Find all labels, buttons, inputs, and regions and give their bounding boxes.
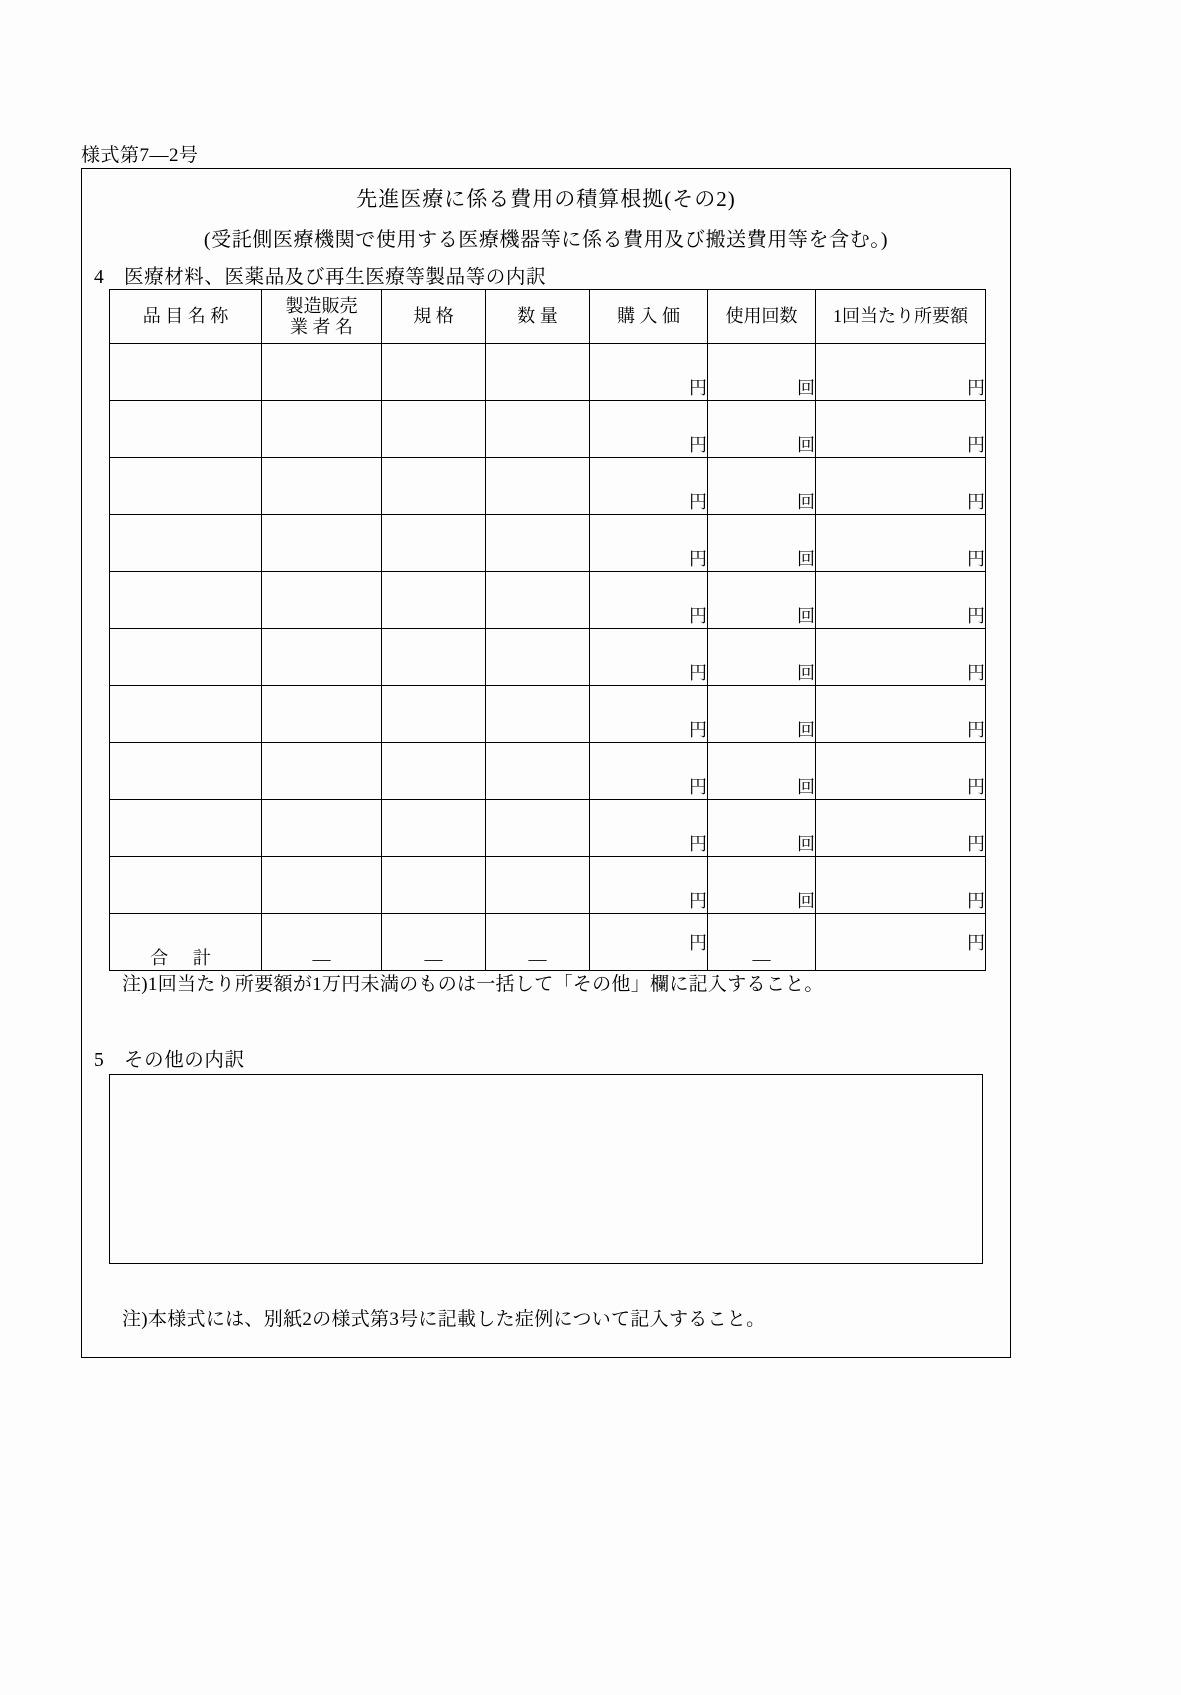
- section-4-heading: [94, 261, 546, 289]
- cell-quantity[interactable]: [486, 344, 590, 401]
- column-header-quantity-line1: 数 量: [517, 306, 558, 327]
- cell-amount-per-use[interactable]: 円: [816, 629, 986, 686]
- cell-item-name[interactable]: [110, 401, 262, 458]
- total-cell-spec[interactable]: —: [382, 914, 486, 971]
- cell-item-name[interactable]: [110, 857, 262, 914]
- table-total-row: [110, 914, 986, 971]
- table-row: [110, 344, 986, 401]
- cell-item-name[interactable]: [110, 629, 262, 686]
- cell-quantity[interactable]: [486, 572, 590, 629]
- section-5-heading: [94, 1044, 245, 1072]
- table-row: [110, 686, 986, 743]
- table-row: [110, 743, 986, 800]
- cell-manufacturer[interactable]: [262, 572, 382, 629]
- cell-manufacturer[interactable]: [262, 857, 382, 914]
- cell-spec[interactable]: [382, 629, 486, 686]
- cell-manufacturer[interactable]: [262, 629, 382, 686]
- table-row: [110, 401, 986, 458]
- table-row: [110, 572, 986, 629]
- cell-use-count[interactable]: 回: [708, 344, 816, 401]
- cell-manufacturer[interactable]: [262, 800, 382, 857]
- cell-quantity[interactable]: [486, 401, 590, 458]
- cell-use-count[interactable]: 回: [708, 629, 816, 686]
- table-row: [110, 458, 986, 515]
- column-header-amount-per-use: [816, 290, 986, 344]
- cell-item-name[interactable]: [110, 686, 262, 743]
- cell-amount-per-use[interactable]: 円: [816, 458, 986, 515]
- cell-spec[interactable]: [382, 515, 486, 572]
- cell-spec[interactable]: [382, 743, 486, 800]
- total-cell-use-count[interactable]: —: [708, 914, 816, 971]
- cell-purchase-price[interactable]: 円: [590, 686, 708, 743]
- cell-use-count[interactable]: 回: [708, 401, 816, 458]
- section-5-number: 5: [94, 1050, 105, 1071]
- column-header-quantity: [486, 290, 590, 344]
- cell-purchase-price[interactable]: 円: [590, 857, 708, 914]
- cell-manufacturer[interactable]: [262, 401, 382, 458]
- cell-quantity[interactable]: [486, 515, 590, 572]
- section-4-note: 注)1回当たり所要額が1万円未満のものは一括して「その他」欄に記入すること。: [122, 974, 824, 995]
- column-header-purchase-price-line1: 購 入 価: [617, 306, 680, 327]
- cell-item-name[interactable]: [110, 572, 262, 629]
- cell-manufacturer[interactable]: [262, 743, 382, 800]
- total-cell-amount-per-use[interactable]: 円: [816, 914, 986, 971]
- cell-purchase-price[interactable]: 円: [590, 344, 708, 401]
- table-header-row: [110, 290, 986, 344]
- cell-purchase-price[interactable]: 円: [590, 515, 708, 572]
- column-header-item-name-line1: 品 目 名 称: [142, 306, 229, 327]
- column-header-purchase-price: [590, 290, 708, 344]
- cell-spec[interactable]: [382, 458, 486, 515]
- cell-amount-per-use[interactable]: 円: [816, 800, 986, 857]
- column-header-manufacturer: [262, 290, 382, 344]
- cell-amount-per-use[interactable]: 円: [816, 686, 986, 743]
- cell-spec[interactable]: [382, 800, 486, 857]
- total-cell-manufacturer[interactable]: —: [262, 914, 382, 971]
- section-4-number: 4: [94, 267, 105, 288]
- cell-item-name[interactable]: [110, 743, 262, 800]
- cell-item-name[interactable]: [110, 515, 262, 572]
- cell-quantity[interactable]: [486, 458, 590, 515]
- cell-use-count[interactable]: 回: [708, 515, 816, 572]
- materials-table-wrap: [109, 289, 985, 971]
- form-number: 様式第7—2号: [81, 145, 199, 166]
- cell-manufacturer[interactable]: [262, 686, 382, 743]
- cell-use-count[interactable]: 回: [708, 743, 816, 800]
- cell-manufacturer[interactable]: [262, 458, 382, 515]
- cell-purchase-price[interactable]: 円: [590, 743, 708, 800]
- total-cell-item-name: 合 計: [110, 914, 262, 971]
- materials-table-body: [110, 344, 986, 971]
- cell-spec[interactable]: [382, 572, 486, 629]
- cell-item-name[interactable]: [110, 344, 262, 401]
- cell-purchase-price[interactable]: 円: [590, 629, 708, 686]
- column-header-use-count-line1: 使用回数: [725, 306, 798, 327]
- cell-spec[interactable]: [382, 857, 486, 914]
- document-title: 先進医療に係る費用の積算根拠(その2): [356, 187, 736, 211]
- cell-manufacturer[interactable]: [262, 344, 382, 401]
- column-header-use-count: [708, 290, 816, 344]
- cell-amount-per-use[interactable]: 円: [816, 743, 986, 800]
- total-cell-quantity[interactable]: —: [486, 914, 590, 971]
- cell-spec[interactable]: [382, 344, 486, 401]
- column-header-manufacturer-line2: 業 者 名: [290, 316, 353, 337]
- section-4-title: 医療材料、医薬品及び再生医療等製品等の内訳: [124, 267, 547, 288]
- column-header-manufacturer-line1: 製造販売: [285, 296, 358, 317]
- cell-manufacturer[interactable]: [262, 515, 382, 572]
- document-subtitle: (受託側医療機関で使用する医療機器等に係る費用及び搬送費用等を含む。): [203, 229, 889, 251]
- cell-amount-per-use[interactable]: 円: [816, 401, 986, 458]
- cell-use-count[interactable]: 回: [708, 572, 816, 629]
- materials-table-head: [110, 290, 986, 344]
- column-header-item-name: [110, 290, 262, 344]
- total-cell-purchase-price[interactable]: 円: [590, 914, 708, 971]
- cell-amount-per-use[interactable]: 円: [816, 857, 986, 914]
- cell-spec[interactable]: [382, 686, 486, 743]
- cell-quantity[interactable]: [486, 686, 590, 743]
- table-row: [110, 857, 986, 914]
- cell-use-count[interactable]: 回: [708, 686, 816, 743]
- cell-amount-per-use[interactable]: 円: [816, 515, 986, 572]
- cell-item-name[interactable]: [110, 800, 262, 857]
- column-header-spec: [382, 290, 486, 344]
- cell-spec[interactable]: [382, 401, 486, 458]
- cell-amount-per-use[interactable]: 円: [816, 572, 986, 629]
- cell-item-name[interactable]: [110, 458, 262, 515]
- table-row: [110, 629, 986, 686]
- cell-purchase-price[interactable]: 円: [590, 401, 708, 458]
- column-header-spec-line1: 規 格: [413, 306, 454, 327]
- footer-note: 注)本様式には、別紙2の様式第3号に記載した症例について記入すること。: [122, 1309, 766, 1330]
- cell-purchase-price[interactable]: 円: [590, 800, 708, 857]
- cell-use-count[interactable]: 回: [708, 800, 816, 857]
- table-row: [110, 800, 986, 857]
- cell-quantity[interactable]: [486, 800, 590, 857]
- cell-purchase-price[interactable]: 円: [590, 458, 708, 515]
- table-row: [110, 515, 986, 572]
- cell-quantity[interactable]: [486, 629, 590, 686]
- cell-use-count[interactable]: 回: [708, 458, 816, 515]
- materials-table: [109, 289, 986, 971]
- column-header-amount-per-use-line1: 1回当たり所要額: [833, 306, 968, 327]
- cell-quantity[interactable]: [486, 743, 590, 800]
- cell-purchase-price[interactable]: 円: [590, 572, 708, 629]
- section-5-title: その他の内訳: [124, 1050, 245, 1071]
- cell-quantity[interactable]: [486, 857, 590, 914]
- other-breakdown-textbox[interactable]: [109, 1074, 983, 1264]
- cell-use-count[interactable]: 回: [708, 857, 816, 914]
- form-frame: [81, 168, 1011, 1358]
- cell-amount-per-use[interactable]: 円: [816, 344, 986, 401]
